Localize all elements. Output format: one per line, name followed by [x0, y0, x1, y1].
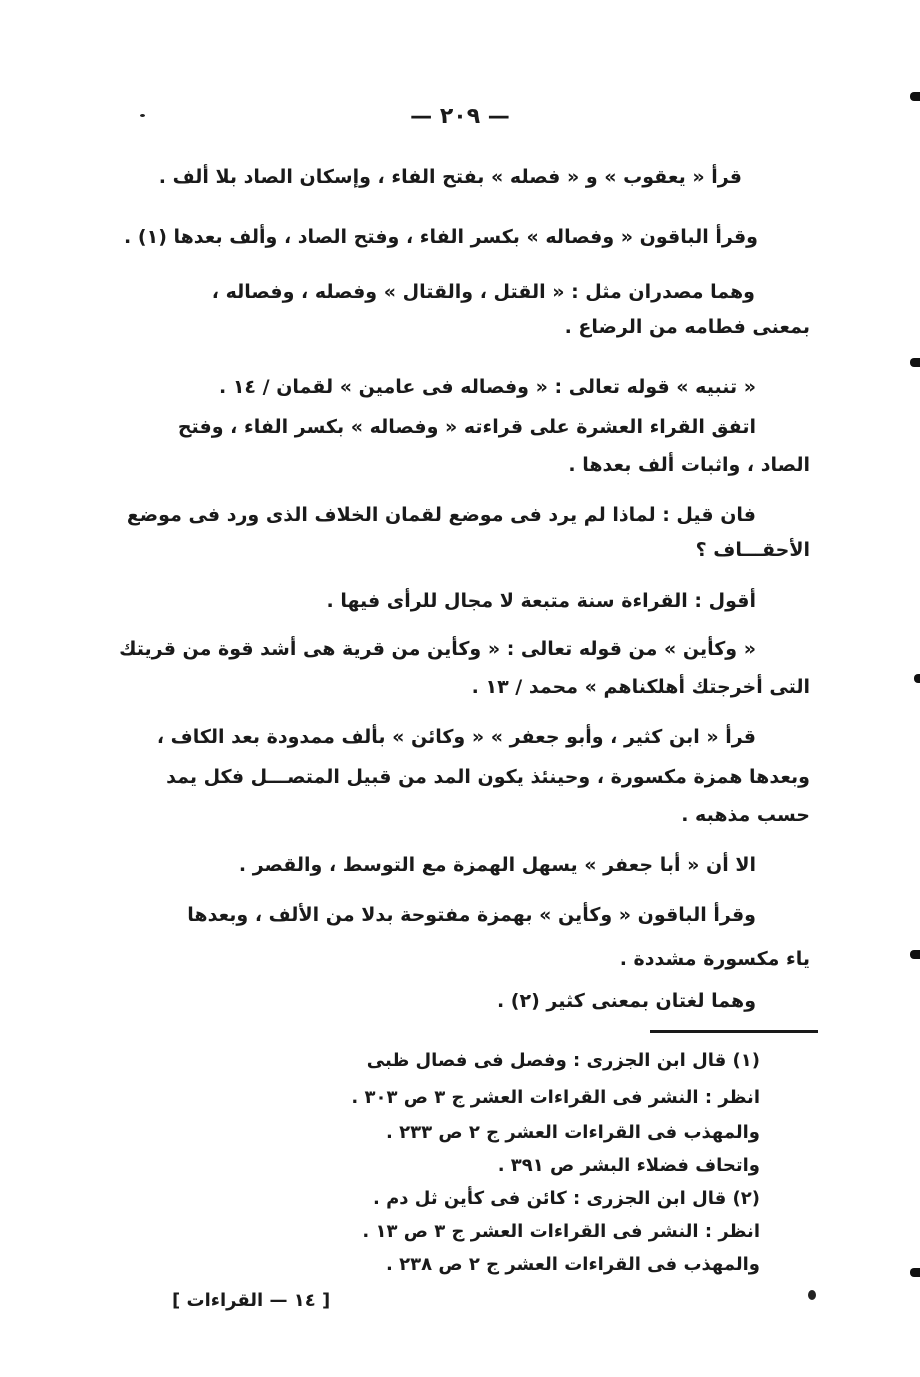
scan-speck: [808, 1290, 816, 1300]
footnote-line: والمهذب فى القراءات العشر ج ٢ ص ٢٣٣ .: [386, 1122, 760, 1143]
footnote-line: واتحاف فضلاء البشر ص ٣٩١ .: [497, 1155, 760, 1176]
body-line: اتفق القراء العشرة على قراءته « وفصاله » بكسر الفاء ، وفتح: [177, 416, 756, 438]
body-line: التى أخرجتك أهلكناهم » محمد / ١٣ .: [471, 676, 810, 698]
body-line: حسب مذهبه .: [681, 804, 810, 826]
scan-edge-mark: [914, 674, 920, 683]
body-line: قرأ « ابن كثير ، وأبو جعفر » « وكائن » بألف ممدودة بعد الكاف ،: [156, 726, 756, 748]
body-line: الا أن « أبا جعفر » يسهل الهمزة مع التوسط ، والقصر .: [238, 854, 756, 876]
body-line: وهما لغتان بمعنى كثير (٢) .: [496, 990, 756, 1012]
body-line: الأحقـــاف ؟: [695, 539, 810, 561]
footnote-line: انظر : النشر فى القراءات العشر ج ٣ ص ١٣ .: [362, 1221, 760, 1242]
signature-mark: [ ١٤ — القراءات ]: [172, 1290, 331, 1311]
body-line: « وكأين » من قوله تعالى : « وكأين من قرية هى أشد قوة من قريتك: [119, 638, 756, 660]
footnote-divider: [650, 1030, 818, 1033]
footnote-line: (١) قال ابن الجزرى : وفصل فى فصال ظبى: [366, 1050, 760, 1071]
scan-edge-mark: [910, 358, 920, 367]
body-line: قرأ « يعقوب » و « فصله » بفتح الفاء ، وإسكان الصاد بلا ألف .: [158, 166, 742, 188]
body-line: وهما مصدران مثل : « القتل ، والقتال » وفصله ، وفصاله ،: [211, 281, 755, 303]
scan-speck: [140, 114, 145, 117]
body-line: بمعنى فطامه من الرضاع .: [564, 316, 810, 338]
body-line: وبعدها همزة مكسورة ، وحينئذ يكون المد من قبيل المتصـــل فكل يمد: [166, 766, 810, 788]
scan-edge-mark: [910, 950, 920, 959]
footnote-line: انظر : النشر فى القراءات العشر ج ٣ ص ٣٠٣ .: [351, 1087, 760, 1108]
scan-edge-mark: [910, 1268, 920, 1277]
body-line: « تنبيه » قوله تعالى : « وفصاله فى عامين » لقمان / ١٤ .: [218, 376, 756, 398]
body-line: فان قيل : لماذا لم يرد فى موضع لقمان الخلاف الذى ورد فى موضع: [126, 504, 756, 526]
body-line: أقول : القراءة سنة متبعة لا مجال للرأى فيها .: [326, 590, 756, 612]
body-line: وقرأ الباقون « وفصاله » بكسر الفاء ، وفتح الصاد ، وألف بعدها (١) .: [124, 226, 758, 248]
page-number: — ٢٠٩ —: [410, 104, 510, 129]
body-line: الصاد ، واثبات ألف بعدها .: [568, 454, 810, 476]
footnote-line: (٢) قال ابن الجزرى : كائن فى كأين ثل دم .: [372, 1188, 760, 1209]
body-line: وقرأ الباقون « وكأين » بهمزة مفتوحة بدلا من الألف ، وبعدها: [187, 904, 756, 926]
footnote-line: والمهذب فى القراءات العشر ج ٢ ص ٢٣٨ .: [386, 1254, 760, 1275]
body-line: ياء مكسورة مشددة .: [619, 948, 810, 970]
scan-edge-mark: [910, 92, 920, 101]
